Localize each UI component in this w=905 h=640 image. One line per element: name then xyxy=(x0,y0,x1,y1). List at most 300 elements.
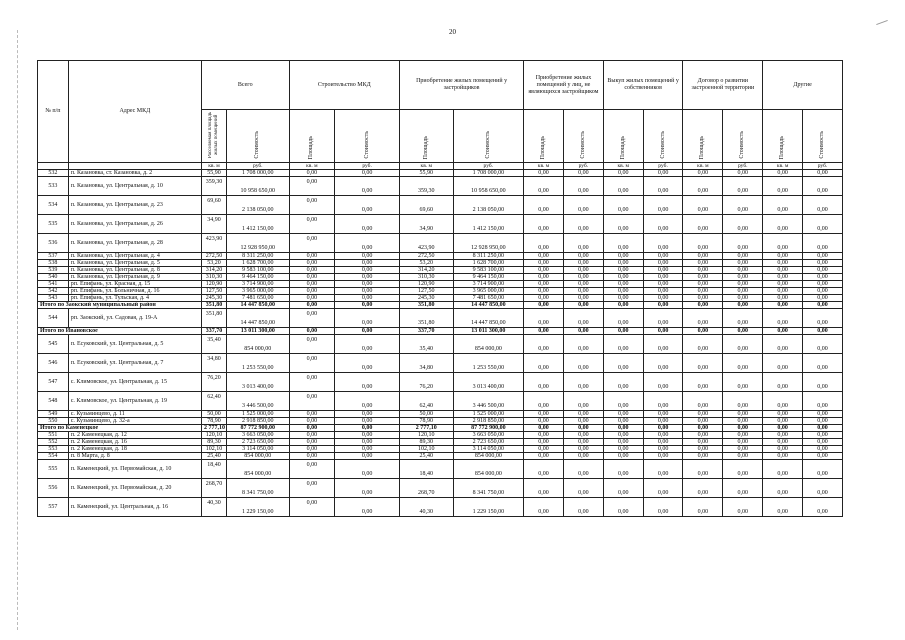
construction-cost-cell: 0,00 xyxy=(335,328,400,335)
developer-area-cell: 62,40 xyxy=(400,392,454,411)
area-cell: 0,00 xyxy=(603,446,643,453)
cost-cell: 0,00 xyxy=(723,309,763,328)
developer-area-cell: 53,20 xyxy=(400,260,454,267)
cost-cell: 0,00 xyxy=(643,234,683,253)
total-area-cell: 34,90 xyxy=(201,215,226,234)
developer-area-cell: 34,90 xyxy=(400,215,454,234)
cost-cell: 0,00 xyxy=(723,453,763,460)
group-total-header: Всего xyxy=(201,61,289,110)
area-cell: 0,00 xyxy=(763,267,803,274)
cost-cell: 0,00 xyxy=(563,309,603,328)
sub-area: Площадь xyxy=(524,110,564,163)
subtotal-label: Итого по Каменецкое xyxy=(38,425,202,432)
cost-cell: 0,00 xyxy=(803,295,843,302)
total-cost-cell: 87 772 900,00 xyxy=(226,425,289,432)
row-number: 552 xyxy=(38,439,69,446)
total-area-cell: 314,20 xyxy=(201,267,226,274)
developer-area-cell: 34,80 xyxy=(400,354,454,373)
construction-cost-cell: 0,00 xyxy=(335,392,400,411)
construction-area-cell: 0,00 xyxy=(289,453,335,460)
area-cell: 0,00 xyxy=(603,432,643,439)
total-area-cell: 53,20 xyxy=(201,260,226,267)
area-cell: 0,00 xyxy=(763,418,803,425)
area-cell: 0,00 xyxy=(524,302,564,309)
cost-cell: 0,00 xyxy=(723,234,763,253)
unit-cell: руб. xyxy=(226,163,289,170)
row-number: 537 xyxy=(38,253,69,260)
construction-area-cell: 0,00 xyxy=(289,215,335,234)
cost-cell: 0,00 xyxy=(643,335,683,354)
table-row xyxy=(38,498,843,517)
unit-cell: кв. м xyxy=(201,163,226,170)
table-row xyxy=(38,253,843,260)
margin-guide xyxy=(17,30,18,630)
developer-area-cell: 89,30 xyxy=(400,439,454,446)
area-cell: 0,00 xyxy=(763,411,803,418)
developer-area-cell: 310,30 xyxy=(400,274,454,281)
cost-cell: 0,00 xyxy=(643,453,683,460)
table-row xyxy=(38,392,843,411)
row-number: 543 xyxy=(38,295,69,302)
area-cell: 0,00 xyxy=(763,354,803,373)
area-cell: 0,00 xyxy=(763,295,803,302)
row-number: 549 xyxy=(38,411,69,418)
cost-cell: 0,00 xyxy=(803,177,843,196)
cost-cell: 0,00 xyxy=(643,253,683,260)
area-cell: 0,00 xyxy=(683,196,723,215)
developer-area-cell: 25,40 xyxy=(400,453,454,460)
construction-cost-cell: 0,00 xyxy=(335,439,400,446)
total-area-cell: 34,80 xyxy=(201,354,226,373)
total-cost-cell: 1 412 150,00 xyxy=(226,215,289,234)
cost-cell: 0,00 xyxy=(803,328,843,335)
cost-cell: 0,00 xyxy=(643,281,683,288)
area-cell: 0,00 xyxy=(524,335,564,354)
area-cell: 0,00 xyxy=(524,392,564,411)
total-area-cell: 337,70 xyxy=(201,328,226,335)
developer-cost-cell: 2 138 050,00 xyxy=(453,196,524,215)
area-cell: 0,00 xyxy=(603,453,643,460)
area-cell: 0,00 xyxy=(683,335,723,354)
address-cell: п. Казановка, ул. Центральная, д. 28 xyxy=(68,234,201,253)
cost-cell: 0,00 xyxy=(563,177,603,196)
construction-cost-cell: 0,00 xyxy=(335,432,400,439)
cost-cell: 0,00 xyxy=(803,453,843,460)
unit-cell: руб. xyxy=(453,163,524,170)
table-row xyxy=(38,309,843,328)
address-cell: п. Казановка, ул. Центральная, д. 23 xyxy=(68,196,201,215)
table-row xyxy=(38,453,843,460)
row-number: 546 xyxy=(38,354,69,373)
cost-cell: 0,00 xyxy=(563,281,603,288)
area-cell: 0,00 xyxy=(603,267,643,274)
table-row xyxy=(38,460,843,479)
area-cell: 0,00 xyxy=(603,302,643,309)
total-area-cell: 69,60 xyxy=(201,196,226,215)
row-number: 553 xyxy=(38,446,69,453)
cost-cell: 0,00 xyxy=(643,288,683,295)
area-cell: 0,00 xyxy=(683,170,723,177)
cost-cell: 0,00 xyxy=(723,215,763,234)
area-cell: 0,00 xyxy=(763,460,803,479)
developer-cost-cell: 1 412 150,00 xyxy=(453,215,524,234)
group-developer-header: Приобретение жилых помещений у застройщиков xyxy=(400,61,524,110)
construction-cost-cell: 0,00 xyxy=(335,335,400,354)
construction-area-cell: 0,00 xyxy=(289,274,335,281)
cost-cell: 0,00 xyxy=(723,411,763,418)
group-buyout-header: Выкуп жилых помещений у собственников xyxy=(603,61,683,110)
area-cell: 0,00 xyxy=(603,439,643,446)
units-row xyxy=(38,163,843,170)
cost-cell: 0,00 xyxy=(563,267,603,274)
area-cell: 0,00 xyxy=(683,373,723,392)
unit-cell: кв. м xyxy=(763,163,803,170)
cost-cell: 0,00 xyxy=(643,196,683,215)
construction-area-cell: 0,00 xyxy=(289,439,335,446)
construction-area-cell: 0,00 xyxy=(289,432,335,439)
cost-cell: 0,00 xyxy=(563,274,603,281)
total-cost-cell: 1 628 700,00 xyxy=(226,260,289,267)
row-number: 536 xyxy=(38,234,69,253)
address-cell: п. Каменецкий, ул. Центральная, д. 16 xyxy=(68,498,201,517)
sub-cost: Стоимость xyxy=(643,110,683,163)
row-number: 542 xyxy=(38,288,69,295)
developer-cost-cell: 3 446 500,00 xyxy=(453,392,524,411)
cost-cell: 0,00 xyxy=(723,253,763,260)
total-area-cell: 35,40 xyxy=(201,335,226,354)
address-cell: п. 2 Каменецкая, д. 16 xyxy=(68,439,201,446)
total-area-cell: 2 777,10 xyxy=(201,425,226,432)
subtotal-label: Итого по Заокский муниципальный район xyxy=(38,302,202,309)
total-cost-cell: 1 525 000,00 xyxy=(226,411,289,418)
total-area-cell: 120,90 xyxy=(201,281,226,288)
cost-cell: 0,00 xyxy=(563,234,603,253)
area-cell: 0,00 xyxy=(683,253,723,260)
total-cost-cell: 854 000,00 xyxy=(226,335,289,354)
address-cell: п. Казановка, ул. Центральная, д. 8 xyxy=(68,267,201,274)
cost-cell: 0,00 xyxy=(643,260,683,267)
cost-cell: 0,00 xyxy=(803,288,843,295)
sub-cost: Стоимость xyxy=(563,110,603,163)
area-cell: 0,00 xyxy=(524,274,564,281)
cost-cell: 0,00 xyxy=(643,498,683,517)
cost-cell: 0,00 xyxy=(803,392,843,411)
cost-cell: 0,00 xyxy=(803,439,843,446)
cost-cell: 0,00 xyxy=(563,439,603,446)
area-cell: 0,00 xyxy=(763,373,803,392)
construction-area-cell: 0,00 xyxy=(289,267,335,274)
cost-cell: 0,00 xyxy=(563,288,603,295)
area-cell: 0,00 xyxy=(524,170,564,177)
area-cell: 0,00 xyxy=(603,234,643,253)
area-cell: 0,00 xyxy=(524,281,564,288)
cost-cell: 0,00 xyxy=(723,177,763,196)
total-area-cell: 120,10 xyxy=(201,432,226,439)
area-cell: 0,00 xyxy=(763,335,803,354)
cost-cell: 0,00 xyxy=(723,267,763,274)
row-number: 539 xyxy=(38,267,69,274)
total-area-cell: 310,30 xyxy=(201,274,226,281)
area-cell: 0,00 xyxy=(603,295,643,302)
area-cell: 0,00 xyxy=(524,328,564,335)
developer-cost-cell: 1 708 000,00 xyxy=(453,170,524,177)
area-cell: 0,00 xyxy=(524,260,564,267)
address-cell: п. 8 Марта, д. 8 xyxy=(68,453,201,460)
developer-area-cell: 102,10 xyxy=(400,446,454,453)
cost-cell: 0,00 xyxy=(723,302,763,309)
area-cell: 0,00 xyxy=(524,177,564,196)
cost-cell: 0,00 xyxy=(723,196,763,215)
row-number: 534 xyxy=(38,196,69,215)
total-cost-cell: 2 138 050,00 xyxy=(226,196,289,215)
total-cost-cell: 7 481 650,00 xyxy=(226,295,289,302)
developer-area-cell: 120,90 xyxy=(400,281,454,288)
cost-cell: 0,00 xyxy=(563,425,603,432)
developer-area-cell: 359,30 xyxy=(400,177,454,196)
construction-cost-cell: 0,00 xyxy=(335,460,400,479)
area-cell: 0,00 xyxy=(763,328,803,335)
total-cost-cell: 2 723 650,00 xyxy=(226,439,289,446)
table-row xyxy=(38,281,843,288)
total-area-cell: 351,80 xyxy=(201,302,226,309)
cost-cell: 0,00 xyxy=(723,328,763,335)
cost-cell: 0,00 xyxy=(723,425,763,432)
total-area-cell: 127,50 xyxy=(201,288,226,295)
total-area-cell: 359,30 xyxy=(201,177,226,196)
area-cell: 0,00 xyxy=(683,260,723,267)
total-cost-cell: 854 000,00 xyxy=(226,453,289,460)
area-cell: 0,00 xyxy=(683,288,723,295)
corner-mark xyxy=(876,20,888,25)
total-cost-cell: 8 341 750,00 xyxy=(226,479,289,498)
table-row xyxy=(38,170,843,177)
row-number: 554 xyxy=(38,453,69,460)
area-cell: 0,00 xyxy=(683,302,723,309)
cost-cell: 0,00 xyxy=(643,411,683,418)
construction-cost-cell: 0,00 xyxy=(335,170,400,177)
row-number: 551 xyxy=(38,432,69,439)
cost-cell: 0,00 xyxy=(803,281,843,288)
area-cell: 0,00 xyxy=(683,460,723,479)
page-number: 20 xyxy=(449,28,456,36)
row-number: 541 xyxy=(38,281,69,288)
cost-cell: 0,00 xyxy=(723,373,763,392)
table-row xyxy=(38,177,843,196)
address-cell: с. Климовское, ул. Центральная, д. 19 xyxy=(68,392,201,411)
area-cell: 0,00 xyxy=(603,498,643,517)
total-cost-cell: 1 708 000,00 xyxy=(226,170,289,177)
unit-cell: руб. xyxy=(563,163,603,170)
unit-cell: кв. м xyxy=(400,163,454,170)
construction-cost-cell: 0,00 xyxy=(335,425,400,432)
address-cell: п. Казановка, ст. Казановка, д. 2 xyxy=(68,170,201,177)
total-cost-cell: 854 000,00 xyxy=(226,460,289,479)
area-cell: 0,00 xyxy=(683,328,723,335)
unit-cell: кв. м xyxy=(289,163,335,170)
construction-cost-cell: 0,00 xyxy=(335,253,400,260)
sub-cost: Стоимость xyxy=(803,110,843,163)
construction-area-cell: 0,00 xyxy=(289,392,335,411)
total-cost-cell: 14 447 850,00 xyxy=(226,302,289,309)
total-cost-cell: 3 114 050,00 xyxy=(226,446,289,453)
sub-resettled-area: Расселяемая площадь жилых помещений xyxy=(201,110,226,163)
developer-cost-cell: 1 253 550,00 xyxy=(453,354,524,373)
construction-cost-cell: 0,00 xyxy=(335,373,400,392)
construction-area-cell: 0,00 xyxy=(289,425,335,432)
area-cell: 0,00 xyxy=(524,446,564,453)
unit-cell: кв. м xyxy=(524,163,564,170)
area-cell: 0,00 xyxy=(763,446,803,453)
row-number: 538 xyxy=(38,260,69,267)
construction-cost-cell: 0,00 xyxy=(335,274,400,281)
unit-cell: кв. м xyxy=(683,163,723,170)
area-cell: 0,00 xyxy=(683,309,723,328)
area-cell: 0,00 xyxy=(524,309,564,328)
cost-cell: 0,00 xyxy=(643,274,683,281)
col-address-header: Адрес МКД xyxy=(68,61,201,163)
total-cost-cell: 3 446 500,00 xyxy=(226,392,289,411)
cost-cell: 0,00 xyxy=(563,460,603,479)
cost-cell: 0,00 xyxy=(803,432,843,439)
area-cell: 0,00 xyxy=(683,354,723,373)
area-cell: 0,00 xyxy=(683,234,723,253)
area-cell: 0,00 xyxy=(683,295,723,302)
developer-area-cell: 55,90 xyxy=(400,170,454,177)
cost-cell: 0,00 xyxy=(803,309,843,328)
area-cell: 0,00 xyxy=(603,196,643,215)
cost-cell: 0,00 xyxy=(723,274,763,281)
construction-cost-cell: 0,00 xyxy=(335,411,400,418)
cost-cell: 0,00 xyxy=(803,446,843,453)
construction-area-cell: 0,00 xyxy=(289,253,335,260)
developer-area-cell: 351,80 xyxy=(400,302,454,309)
developer-cost-cell: 14 447 850,00 xyxy=(453,309,524,328)
construction-area-cell: 0,00 xyxy=(289,309,335,328)
construction-area-cell: 0,00 xyxy=(289,498,335,517)
developer-cost-cell: 1 525 000,00 xyxy=(453,411,524,418)
developer-cost-cell: 12 928 950,00 xyxy=(453,234,524,253)
cost-cell: 0,00 xyxy=(643,439,683,446)
cost-cell: 0,00 xyxy=(563,432,603,439)
area-cell: 0,00 xyxy=(524,439,564,446)
cost-cell: 0,00 xyxy=(723,170,763,177)
area-cell: 0,00 xyxy=(603,335,643,354)
developer-area-cell: 314,20 xyxy=(400,267,454,274)
total-area-cell: 78,90 xyxy=(201,418,226,425)
table-row xyxy=(38,439,843,446)
cost-cell: 0,00 xyxy=(563,328,603,335)
area-cell: 0,00 xyxy=(763,196,803,215)
area-cell: 0,00 xyxy=(524,295,564,302)
group-construction-header: Строительство МКД xyxy=(289,61,399,110)
unit-cell: руб. xyxy=(643,163,683,170)
cost-cell: 0,00 xyxy=(643,267,683,274)
area-cell: 0,00 xyxy=(683,479,723,498)
area-cell: 0,00 xyxy=(603,309,643,328)
developer-area-cell: 245,30 xyxy=(400,295,454,302)
cost-cell: 0,00 xyxy=(563,215,603,234)
total-area-cell: 76,20 xyxy=(201,373,226,392)
header-row-groups xyxy=(38,61,843,110)
area-cell: 0,00 xyxy=(524,267,564,274)
address-cell: п. Казановка, ул. Центральная, д. 9 xyxy=(68,274,201,281)
address-cell: п. Есуковский, ул. Центральная, д. 5 xyxy=(68,335,201,354)
cost-cell: 0,00 xyxy=(643,177,683,196)
area-cell: 0,00 xyxy=(603,281,643,288)
total-cost-cell: 9 583 100,00 xyxy=(226,267,289,274)
table-row xyxy=(38,267,843,274)
cost-cell: 0,00 xyxy=(563,253,603,260)
cost-cell: 0,00 xyxy=(723,479,763,498)
total-area-cell: 351,80 xyxy=(201,309,226,328)
row-number: 532 xyxy=(38,170,69,177)
cost-cell: 0,00 xyxy=(723,498,763,517)
cost-cell: 0,00 xyxy=(723,446,763,453)
developer-area-cell: 272,50 xyxy=(400,253,454,260)
address-cell: рп. Епифань, ул. Тульская, д. 4 xyxy=(68,295,201,302)
total-area-cell: 268,70 xyxy=(201,479,226,498)
area-cell: 0,00 xyxy=(524,460,564,479)
table-row xyxy=(38,373,843,392)
cost-cell: 0,00 xyxy=(643,432,683,439)
table-row xyxy=(38,479,843,498)
table-row xyxy=(38,354,843,373)
subtotal-row xyxy=(38,425,843,432)
cost-cell: 0,00 xyxy=(563,335,603,354)
developer-cost-cell: 3 965 000,00 xyxy=(453,288,524,295)
table-row xyxy=(38,411,843,418)
row-number: 556 xyxy=(38,479,69,498)
area-cell: 0,00 xyxy=(683,392,723,411)
subtotal-row xyxy=(38,328,843,335)
total-cost-cell: 14 447 850,00 xyxy=(226,309,289,328)
construction-area-cell: 0,00 xyxy=(289,302,335,309)
group-development-header: Договор о развитии застроенной территории xyxy=(683,61,763,110)
cost-cell: 0,00 xyxy=(803,170,843,177)
address-cell: с. Кузьминцево, д. 11 xyxy=(68,411,201,418)
cost-cell: 0,00 xyxy=(723,354,763,373)
total-cost-cell: 13 011 300,00 xyxy=(226,328,289,335)
cost-cell: 0,00 xyxy=(723,418,763,425)
construction-area-cell: 0,00 xyxy=(289,418,335,425)
construction-area-cell: 0,00 xyxy=(289,354,335,373)
cost-cell: 0,00 xyxy=(563,392,603,411)
cost-cell: 0,00 xyxy=(723,392,763,411)
cost-cell: 0,00 xyxy=(803,260,843,267)
area-cell: 0,00 xyxy=(524,215,564,234)
cost-cell: 0,00 xyxy=(803,479,843,498)
address-cell: п. Казановка, ул. Центральная, д. 5 xyxy=(68,260,201,267)
construction-cost-cell: 0,00 xyxy=(335,295,400,302)
area-cell: 0,00 xyxy=(603,418,643,425)
construction-cost-cell: 0,00 xyxy=(335,302,400,309)
total-cost-cell: 2 918 850,00 xyxy=(226,418,289,425)
cost-cell: 0,00 xyxy=(803,335,843,354)
cost-cell: 0,00 xyxy=(803,253,843,260)
cost-cell: 0,00 xyxy=(643,460,683,479)
sub-area: Площадь xyxy=(763,110,803,163)
cost-cell: 0,00 xyxy=(563,446,603,453)
row-number: 547 xyxy=(38,373,69,392)
cost-cell: 0,00 xyxy=(803,425,843,432)
total-cost-cell: 1 229 150,00 xyxy=(226,498,289,517)
developer-cost-cell: 1 628 700,00 xyxy=(453,260,524,267)
cost-cell: 0,00 xyxy=(803,274,843,281)
area-cell: 0,00 xyxy=(524,234,564,253)
cost-cell: 0,00 xyxy=(563,373,603,392)
area-cell: 0,00 xyxy=(763,302,803,309)
construction-cost-cell: 0,00 xyxy=(335,260,400,267)
